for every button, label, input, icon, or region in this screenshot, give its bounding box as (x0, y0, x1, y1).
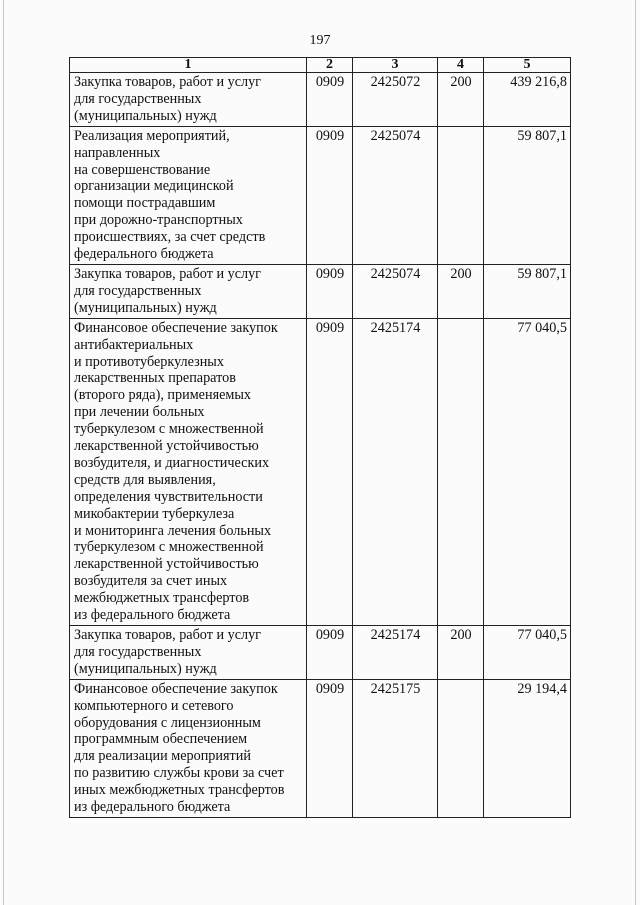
column-header-1: 1 (70, 58, 307, 73)
column-header-2: 2 (307, 58, 353, 73)
column-header-4: 4 (438, 58, 484, 73)
row-section: 0909 (307, 318, 353, 625)
row-amount: 59 807,1 (484, 126, 571, 264)
row-target-code: 2425174 (353, 318, 438, 625)
row-expense-type (438, 679, 484, 817)
row-section: 0909 (307, 679, 353, 817)
row-name: Финансовое обеспечение закупок антибактериальных и противотуберкулезных лекарственных препаратов (второго ряда), применяемых при лечении больных туберкулезом с множественной лекарственной устойчивостью возбудителя, и диагностических средств для выявления, определения чувствительности микобактерии туберкулеза и мониторинга лечения больных туберкулезом с множественной лекарственной устойчивостью возбудителя за счет иных межбюджетных трансфертов из федерального бюджета (70, 318, 307, 625)
row-target-code: 2425074 (353, 126, 438, 264)
row-section: 0909 (307, 126, 353, 264)
table-row (70, 626, 571, 680)
column-header-3: 3 (353, 58, 438, 73)
column-header-5: 5 (484, 58, 571, 73)
row-target-code: 2425072 (353, 73, 438, 127)
row-name: Финансовое обеспечение закупок компьютерного и сетевого оборудования с лицензионным программным обеспечением для реализации мероприятий по развитию службы крови за счет иных межбюджетных трансфертов из федерального бюджета (70, 679, 307, 817)
row-amount: 77 040,5 (484, 626, 571, 680)
row-expense-type: 200 (438, 264, 484, 318)
table-row (70, 318, 571, 625)
row-amount: 439 216,8 (484, 73, 571, 127)
row-amount: 59 807,1 (484, 264, 571, 318)
table-row (70, 73, 571, 127)
row-expense-type (438, 126, 484, 264)
row-section: 0909 (307, 264, 353, 318)
budget-table (69, 57, 571, 818)
scan-edge-right (635, 0, 636, 905)
table-header-row (70, 58, 571, 73)
scan-edge-left (3, 0, 4, 905)
row-section: 0909 (307, 73, 353, 127)
row-target-code: 2425074 (353, 264, 438, 318)
row-amount: 29 194,4 (484, 679, 571, 817)
row-amount: 77 040,5 (484, 318, 571, 625)
row-target-code: 2425175 (353, 679, 438, 817)
row-target-code: 2425174 (353, 626, 438, 680)
row-name: Реализация мероприятий, направленных на совершенствование организации медицинской помощи пострадавшим при дорожно-транспортных происшествиях, за счет средств федерального бюджета (70, 126, 307, 264)
table-row (70, 679, 571, 817)
row-name: Закупка товаров, работ и услуг для государственных (муниципальных) нужд (70, 264, 307, 318)
page-number: 197 (309, 33, 331, 48)
row-name: Закупка товаров, работ и услуг для государственных (муниципальных) нужд (70, 73, 307, 127)
table-row (70, 264, 571, 318)
table-row (70, 126, 571, 264)
row-expense-type: 200 (438, 73, 484, 127)
row-expense-type: 200 (438, 626, 484, 680)
row-section: 0909 (307, 626, 353, 680)
row-name: Закупка товаров, работ и услуг для государственных (муниципальных) нужд (70, 626, 307, 680)
row-expense-type (438, 318, 484, 625)
